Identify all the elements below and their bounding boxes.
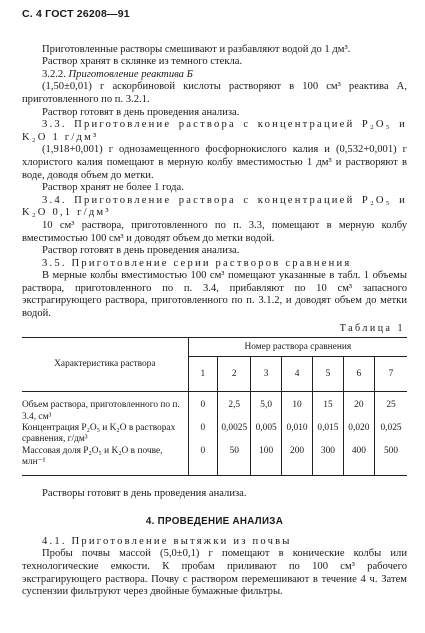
table-row [22,446,407,475]
column-header: 7 [375,357,407,392]
table-cell: 15 [313,392,343,423]
table-cell: 20 [343,392,374,423]
paragraph: Раствор хранят в склянке из темного стекла. [42,56,243,68]
row-label: Концентрация P₂O₅ и K₂O в растворах сравнения, г/дм³ [22,423,176,445]
table-cell: 400 [343,446,374,475]
table-cell: 5,0 [251,392,281,423]
table-cell: 10 [281,392,312,423]
paragraph: Раствор готовят в день проведения анализа. [42,106,240,118]
table-cell: 0 [188,423,217,446]
paragraph: В мерные колбы вместимостью 100 см³ помещают указанные в табл. 1 объемы раствора, приготовленного по п. 3.4, прибавляют по 10 см³ запасного экстрагирующего раствора, приготовленного по п. 3.1.2, и доводят объем до метки водой. [22,270,407,320]
table-cell: 0,015 [313,423,343,446]
paragraph: Раствор готовят в день проведения анализа. [42,245,240,257]
table-cell: 200 [281,446,312,475]
section-4-title: 4. ПРОВЕДЕНИЕ АНАЛИЗА [145,516,284,528]
table-cell: 500 [375,446,407,475]
row-label: Объем раствора, приготовленного по п. 3.4, см³ [22,400,180,422]
table-cell: 0 [188,392,217,423]
subsection-322-heading [22,69,407,82]
table-cell: 0,0025 [218,423,251,446]
column-header: 1 [188,357,217,392]
subsection-35-heading: 3.5. Приготовление серии растворов сравнения [42,257,352,269]
table-cell: 0,020 [343,423,374,446]
page-header: С. 4 ГОСТ 26208—91 [22,8,130,20]
paragraph: (1,918+0,001) г однозамещенного фосфорнокислого калия и (0,532+0,001) г хлористого калия помещают в мерную колбу вместимостью 1 дм³ и растворяют в воде, доводя объем до метки. [22,144,407,181]
table-cell: 25 [375,392,407,423]
reference-solutions-table [22,337,407,475]
table-row [22,423,407,446]
subsection-33-heading: 3.3. Приготовление раствора с концентрацией P₂O₅ и K₂O 1 г/дм³ [22,119,407,143]
table-row [22,392,407,423]
table-cell: 0,005 [251,423,281,446]
row-label: Массовая доля P₂O₅ и K₂O в почве, млн⁻¹ [22,446,188,475]
paragraph: Раствор хранят не более 1 года. [42,182,184,194]
table-cell: 2,5 [218,392,251,423]
column-header: 5 [313,357,343,392]
column-header: 6 [343,357,374,392]
table-row-header: Характеристика раствора [22,338,188,392]
column-header: 4 [281,357,312,392]
table-column-group-header: Номер раствора сравнения [188,338,407,357]
table-caption: Таблица 1 [339,322,405,334]
subsection-title: Приготовление реактива Б [68,68,193,80]
table-cell: 0,010 [281,423,312,446]
table-cell: 0 [188,446,217,475]
paragraph: 10 см³ раствора, приготовленного по п. 3.3, помещают в мерную колбу вместимостью 100 см³ и доводят объем до метки водой. [22,219,407,244]
subsection-41-heading: 4.1. Приготовление вытяжки из почвы [42,535,292,547]
table-cell: 0,025 [375,423,407,446]
table-cell: 300 [313,446,343,475]
paragraph: Пробы почвы массой (5,0±0,1) г помещают в конические колбы или технологические емкости. К пробам приливают по 100 см³ рабочего экстрагирующего раствора. Почву с раствором перемешивают в течение 4 ч. Затем суспензии фильтруют через двойные бумажные фильтры. [22,548,407,598]
paragraph: Растворы готовят в день проведения анализа. [42,487,247,499]
subsection-number: 3.2.2. [42,68,66,80]
subsection-34-heading: 3.4. Приготовление раствора с концентрацией P₂O₅ и K₂O 0,1 г/дм³ [22,194,407,219]
column-header: 2 [218,357,251,392]
column-header: 3 [251,357,281,392]
table-cell: 50 [218,446,251,475]
table-cell: 100 [251,446,281,475]
paragraph: (1,50±0,01) г аскорбиновой кислоты растворяют в 100 см³ реактива А, приготовленного по п. 3.2.1. [22,81,407,105]
paragraph: Приготовленные растворы смешивают и разбавляют водой до 1 дм³. [42,43,351,55]
